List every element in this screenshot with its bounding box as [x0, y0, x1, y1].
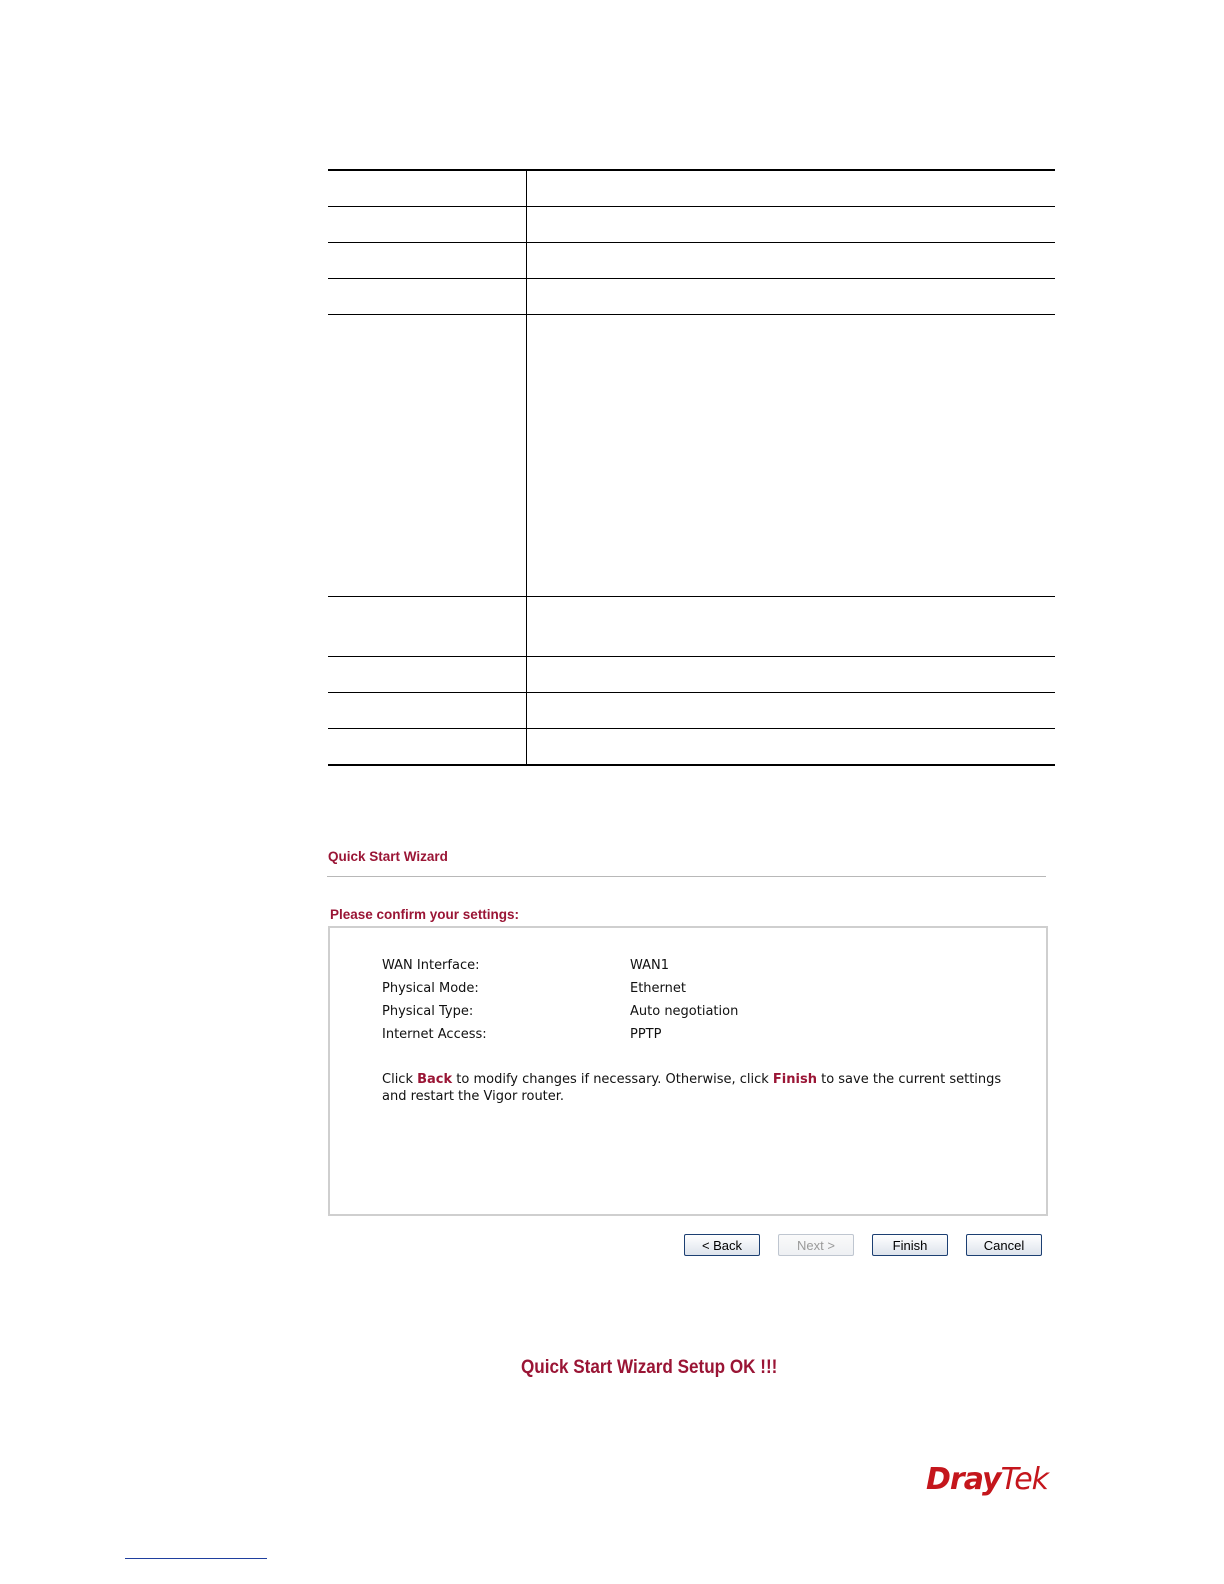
settings-summary-panel: [328, 926, 1048, 1216]
table-rule: [328, 206, 1055, 207]
setting-label: WAN Interface:: [382, 958, 480, 973]
wizard-divider: [327, 876, 1046, 877]
setting-label: Physical Mode:: [382, 981, 479, 996]
setup-ok-message: Quick Start Wizard Setup OK !!!: [521, 1357, 778, 1378]
setting-label: Physical Type:: [382, 1004, 474, 1019]
table-rule-top: [328, 169, 1055, 171]
draytek-logo: [926, 1462, 1048, 1497]
table-rule: [328, 692, 1055, 693]
table-rule: [328, 728, 1055, 729]
footer-rule: [125, 1558, 267, 1559]
table-column-divider: [526, 169, 527, 766]
table-rule: [328, 656, 1055, 657]
instruction-text: [382, 1071, 1002, 1105]
instruction-part: to save the current settings and restart the Vigor router.: [382, 1072, 1002, 1104]
finish-button[interactable]: Finish: [872, 1234, 948, 1256]
instruction-back-keyword: Back: [417, 1072, 453, 1087]
back-button[interactable]: < Back: [684, 1234, 760, 1256]
logo-text-dray: Dray: [926, 1462, 1001, 1497]
setting-value: Auto negotiation: [630, 1004, 739, 1019]
cancel-button[interactable]: Cancel: [966, 1234, 1042, 1256]
table-rule: [328, 278, 1055, 279]
instruction-finish-keyword: Finish: [772, 1072, 817, 1087]
next-button[interactable]: Next >: [778, 1234, 854, 1256]
table-rule: [328, 242, 1055, 243]
setting-value: PPTP: [630, 1027, 662, 1042]
setting-value: WAN1: [630, 958, 670, 973]
confirm-heading: Please confirm your settings:: [330, 907, 520, 922]
instruction-part: to modify changes if necessary. Otherwise, click: [452, 1072, 773, 1087]
setting-label: Internet Access:: [382, 1027, 487, 1042]
table-rule: [328, 314, 1055, 315]
setting-value: Ethernet: [630, 981, 686, 996]
instruction-part: Click: [382, 1072, 418, 1087]
ruled-table: [328, 169, 1055, 766]
logo-text-tek: Tek: [1000, 1462, 1049, 1497]
table-rule: [328, 596, 1055, 597]
table-rule-bottom: [328, 764, 1055, 766]
wizard-title: Quick Start Wizard: [328, 849, 448, 864]
